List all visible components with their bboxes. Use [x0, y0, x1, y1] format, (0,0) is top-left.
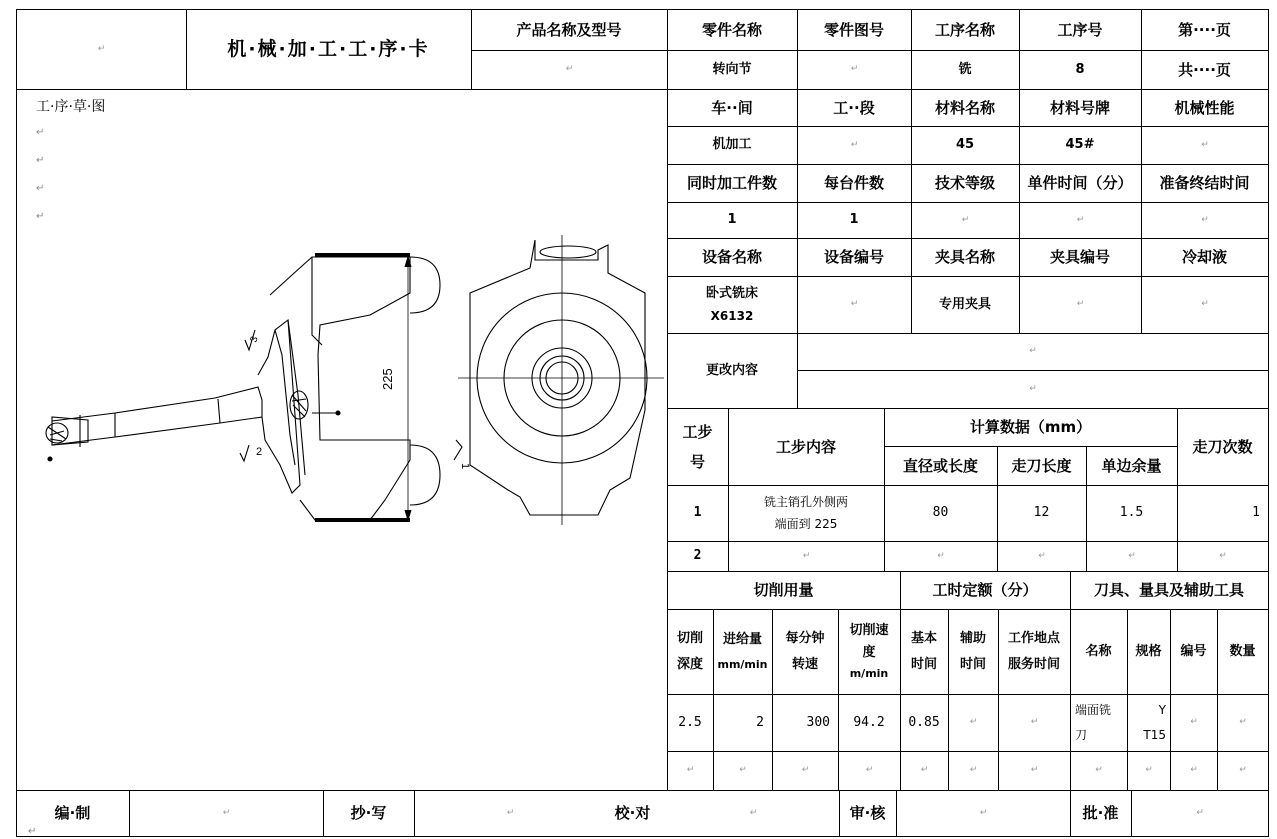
check-label: 校·对 — [614, 804, 651, 822]
empty-cell[interactable]: ↵ — [739, 765, 747, 776]
copy-value[interactable]: ↵ — [506, 807, 515, 818]
feed-header-2: mm/min — [717, 657, 768, 671]
equip-no-value[interactable]: ↵ — [850, 299, 859, 310]
speed-header-3: m/min — [849, 666, 889, 680]
service-time-header — [998, 609, 1070, 694]
section-value[interactable]: ↵ — [850, 139, 859, 150]
step-2-feed-len[interactable]: ↵ — [1038, 550, 1046, 561]
feed-header-1: 进给量 — [722, 632, 762, 648]
step-2-passes[interactable]: ↵ — [1219, 550, 1227, 561]
empty-cell[interactable]: ↵ — [920, 765, 929, 776]
material-grade-value[interactable]: 45# — [1065, 137, 1095, 153]
roughness-label-c: 1 — [459, 463, 471, 470]
step-content-header: 工步内容 — [775, 437, 836, 456]
service-time-header-2: 服务时间 — [1007, 656, 1060, 672]
empty-cell[interactable]: ↵ — [801, 765, 810, 776]
page-label: 第····页 — [1178, 20, 1231, 39]
tools-header: 刀具、量具及辅助工具 — [1093, 581, 1244, 599]
tool-qty-header: 数量 — [1229, 643, 1256, 659]
tool-spec-value-2: T15 — [1143, 727, 1166, 742]
card-title: 机·械·加·工·工·序·卡 — [227, 37, 430, 60]
step-2-content[interactable]: ↵ — [802, 550, 811, 561]
equip-name-line2: X6132 — [710, 309, 754, 324]
process-no-value[interactable]: 8 — [1075, 61, 1085, 77]
step-1-content-line1: 铣主销孔外侧两 — [763, 494, 848, 509]
empty-cell[interactable]: ↵ — [1190, 765, 1198, 776]
sketch-label: 工·序·草·图 — [36, 99, 106, 115]
rpm-header-1: 每分钟 — [785, 630, 825, 646]
rpm-value[interactable]: 300 — [806, 714, 830, 730]
material-name-label: 材料名称 — [934, 98, 995, 117]
time-quota-header: 工时定额（分） — [932, 581, 1038, 599]
step-1-content-line2: 端面到 225 — [774, 517, 838, 531]
step-1-feed-len[interactable]: 12 — [1033, 505, 1050, 521]
rpm-header — [772, 609, 838, 694]
compile-label: 编·制 — [54, 804, 91, 822]
product-name-value[interactable]: ↵ — [565, 64, 574, 75]
tool-no-value[interactable]: ↵ — [1190, 717, 1198, 728]
tool-name-value[interactable] — [1070, 694, 1127, 751]
unit-time-value[interactable]: ↵ — [1076, 214, 1085, 225]
diam-header: 直径或长度 — [902, 456, 978, 475]
basic-time-value[interactable]: 0.85 — [908, 714, 940, 730]
review-label: 审·核 — [849, 804, 886, 822]
process-sketch — [30, 235, 666, 535]
compile-value[interactable]: ↵ — [222, 807, 231, 818]
tool-spec-value-1: Y — [1158, 703, 1166, 718]
tool-name-header: 名称 — [1085, 643, 1112, 659]
change-label: 更改内容 — [705, 362, 758, 378]
roughness-label-a: 3 — [248, 335, 261, 345]
fixture-no-label: 夹具编号 — [1049, 248, 1110, 266]
step-1-passes[interactable]: 1 — [1252, 505, 1260, 521]
tech-grade-value[interactable]: ↵ — [961, 214, 970, 225]
aux-time-value[interactable]: ↵ — [969, 717, 978, 728]
material-name-value[interactable]: 45 — [955, 137, 975, 153]
prep-time-label: 准备终结时间 — [1159, 174, 1250, 192]
simul-parts-label: 同时加工件数 — [686, 174, 777, 192]
allowance-header: 单边余量 — [1101, 456, 1162, 475]
part-drawing-no-label: 零件图号 — [823, 20, 884, 39]
empty-cell[interactable]: ↵ — [1095, 765, 1103, 776]
aux-time-header-1: 辅助 — [959, 630, 986, 646]
part-name-value[interactable]: 转向节 — [712, 61, 752, 77]
equip-name-value[interactable] — [667, 276, 797, 333]
step-2-diam[interactable]: ↵ — [937, 550, 945, 561]
empty-cell[interactable]: ↵ — [865, 765, 874, 776]
workshop-label: 车··间 — [711, 98, 753, 117]
part-drawing-no-value[interactable]: ↵ — [850, 64, 859, 75]
process-name-value[interactable]: 铣 — [958, 61, 972, 77]
tool-name-value-2: 刀 — [1075, 727, 1088, 742]
tool-spec-header: 规格 — [1135, 643, 1162, 659]
empty-cell[interactable]: ↵ — [969, 765, 978, 776]
logo-cell: ↵ — [97, 43, 106, 54]
step-no-header-2: 号 — [689, 452, 705, 471]
change-content-1[interactable]: ↵ — [1029, 346, 1037, 357]
empty-cell[interactable]: ↵ — [686, 765, 695, 776]
mech-props-value[interactable]: ↵ — [1201, 139, 1209, 150]
material-grade-label: 材料号牌 — [1049, 98, 1110, 117]
feed-len-header: 走刀长度 — [1011, 456, 1072, 475]
tool-name-value-1: 端面铣 — [1075, 703, 1112, 718]
step-2-allowance[interactable]: ↵ — [1128, 550, 1136, 561]
coolant-value[interactable]: ↵ — [1201, 299, 1209, 310]
empty-cell[interactable]: ↵ — [1145, 765, 1153, 776]
tool-spec-value[interactable] — [1127, 694, 1170, 751]
prep-time-value[interactable]: ↵ — [1201, 214, 1209, 225]
fixture-name-label: 夹具名称 — [934, 248, 995, 266]
paragraph-mark: ↵ — [28, 826, 37, 837]
step-1-no[interactable]: 1 — [693, 505, 702, 521]
calc-data-header: 计算数据（mm） — [969, 418, 1092, 436]
rpm-header-2: 转速 — [791, 656, 818, 672]
speed-header — [838, 609, 900, 694]
mech-props-label: 机械性能 — [1174, 98, 1235, 117]
dimension-value: 225 — [380, 368, 395, 390]
speed-header-1: 切削速 — [849, 623, 889, 639]
steering-knuckle-front-view — [454, 235, 664, 525]
change-content-2[interactable]: ↵ — [1029, 383, 1037, 394]
tool-no-header: 编号 — [1180, 643, 1207, 659]
fixture-no-value[interactable]: ↵ — [1076, 299, 1085, 310]
tool-qty-value[interactable]: ↵ — [1239, 717, 1247, 728]
service-time-value[interactable]: ↵ — [1030, 717, 1039, 728]
basic-time-header-2: 时间 — [910, 656, 937, 672]
speed-value[interactable]: 94.2 — [853, 714, 885, 730]
parts-per-unit-value[interactable]: 1 — [849, 212, 859, 228]
approve-value[interactable]: ↵ — [1196, 807, 1204, 818]
speed-header-2: 度 — [862, 644, 876, 660]
parts-per-unit-label: 每台件数 — [823, 174, 884, 192]
review-value[interactable]: ↵ — [979, 807, 988, 818]
empty-cell[interactable]: ↵ — [1239, 765, 1247, 776]
fixture-name-value[interactable]: 专用夹具 — [938, 296, 991, 312]
aux-time-header-2: 时间 — [959, 656, 986, 672]
depth-header — [667, 609, 713, 694]
simul-parts-value[interactable]: 1 — [727, 212, 737, 228]
feed-header — [713, 609, 772, 694]
depth-value[interactable]: 2.5 — [678, 714, 702, 730]
cutting-usage-header: 切削用量 — [753, 581, 814, 599]
total-pages-label: 共····页 — [1178, 60, 1231, 79]
empty-cell[interactable]: ↵ — [1030, 765, 1039, 776]
depth-header-2: 深度 — [676, 656, 703, 672]
depth-header-1: 切削 — [676, 630, 703, 646]
equip-name-line1: 卧式铣床 — [705, 285, 758, 301]
approve-label: 批·准 — [1082, 804, 1119, 822]
paragraph-mark: ↵ — [36, 183, 45, 194]
basic-time-header-1: 基本 — [910, 630, 937, 646]
passes-header: 走刀次数 — [1192, 437, 1253, 456]
section-label: 工··段 — [833, 98, 875, 117]
process-no-label: 工序号 — [1057, 20, 1103, 39]
step-1-diam[interactable]: 80 — [932, 505, 949, 521]
copy-label: 抄·写 — [350, 804, 387, 822]
check-value[interactable]: ↵ — [749, 807, 758, 818]
paragraph-mark: ↵ — [36, 155, 45, 166]
basic-time-header — [900, 609, 948, 694]
equip-no-label: 设备编号 — [823, 248, 884, 266]
paragraph-mark: ↵ — [36, 211, 45, 222]
process-name-label: 工序名称 — [934, 20, 995, 39]
aux-time-header — [948, 609, 998, 694]
feed-value[interactable]: 2 — [756, 714, 764, 730]
step-1-allowance[interactable]: 1.5 — [1119, 505, 1144, 521]
unit-time-label: 单件时间（分） — [1027, 174, 1133, 192]
equip-name-label: 设备名称 — [701, 248, 762, 266]
tech-grade-label: 技术等级 — [934, 174, 995, 192]
step-no-header — [667, 408, 728, 485]
step-2-no[interactable]: 2 — [693, 548, 702, 564]
step-1-content[interactable] — [728, 485, 884, 541]
product-name-label: 产品名称及型号 — [516, 20, 622, 39]
coolant-label: 冷却液 — [1181, 248, 1227, 266]
roughness-label-b: 2 — [256, 446, 263, 458]
paragraph-mark: ↵ — [36, 127, 45, 138]
workshop-value[interactable]: 机加工 — [712, 137, 752, 153]
part-name-label: 零件名称 — [701, 20, 762, 39]
step-no-header-1: 工步 — [682, 422, 713, 441]
service-time-header-1: 工作地点 — [1007, 630, 1060, 646]
